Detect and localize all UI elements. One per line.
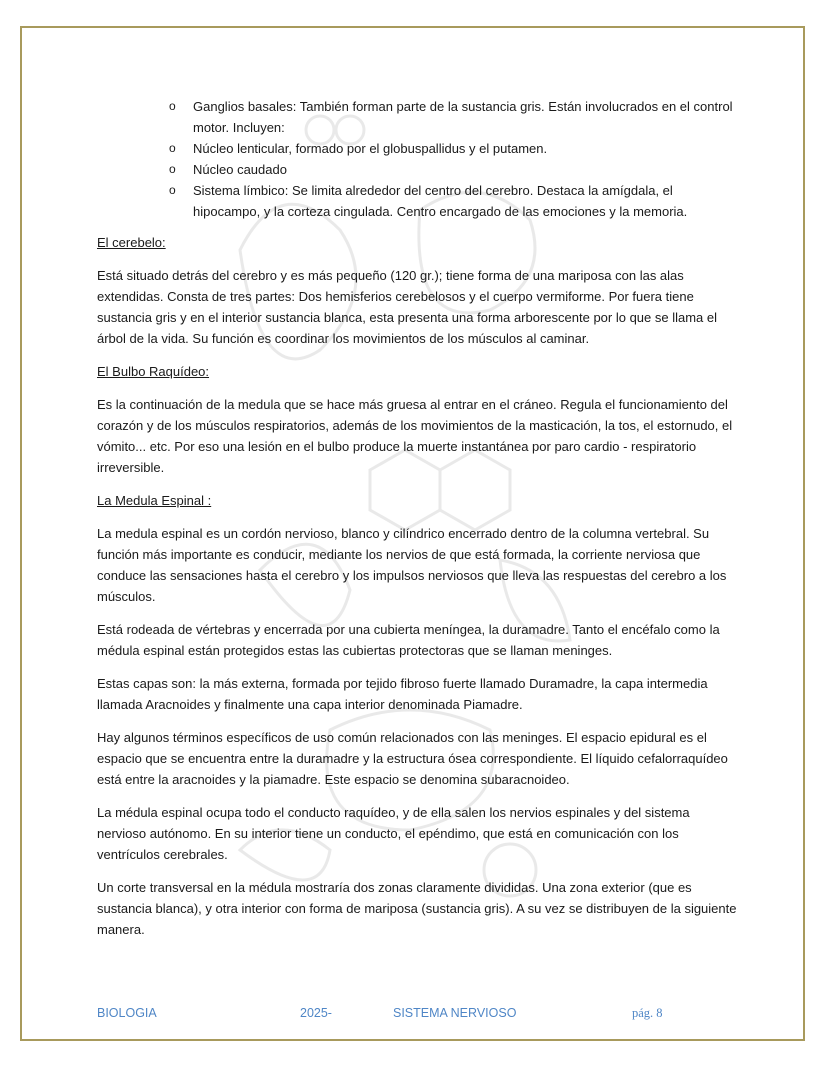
- paragraph: Está situado detrás del cerebro y es más pequeño (120 gr.); tiene forma de una mariposa con las alas extendidas. Consta de tres partes: Dos hemisferios cerebelosos y el cuerpo vermiforme. Por fuera tiene sustancia gris y en el interior sustancia blanca, esta presenta una forma arborescente por lo que se llama el árbol de la vida. Su función es coordinar los movimientos de los músculos al caminar.: [97, 268, 718, 346]
- page-content: [97, 96, 737, 952]
- paragraph: Es la continuación de la medula que se hace más gruesa al entrar en el cráneo. Regula el funcionamiento del corazón y de los músculos respiratorios, además de los movimientos de la masticación, la tos, el estornudo, el vómito... etc. Por eso una lesión en el bulbo produce la muerte instantánea por paro cardio - respiratorio irreversible.: [97, 397, 733, 475]
- list-item: o Núcleo caudado: [193, 159, 737, 180]
- paragraph: Un corte transversal en la médula mostraría dos zonas claramente divididas. Una zona exterior (que es sustancia blanca), y otra interior con forma de mariposa (sustancia gris). A su vez se distribuyen de la siguiente manera.: [97, 880, 737, 937]
- footer-subject: BIOLOGIA: [97, 1006, 157, 1020]
- paragraph: Hay algunos términos específicos de uso común relacionados con las meninges. El espacio epidural es el espacio que se encuentra entre la duramadre y la estructura ósea correspondiente. El líquido cefalorraquídeo está entre la aracnoides y la piamadre. Este espacio se denomina subaracnoideo.: [97, 730, 728, 787]
- paragraph: Estas capas son: la más externa, formada por tejido fibroso fuerte llamado Duramadre, la capa intermedia llamada Aracnoides y finalmente una capa interior denominada Piamadre.: [97, 676, 708, 712]
- section-heading-bulbo: El Bulbo Raquídeo:: [97, 364, 210, 379]
- paragraph: La medula espinal es un cordón nervioso, blanco y cilíndrico encerrado dentro de la columna vertebral. Su función más importante es conducir, mediante los nervios de que está formada, la corriente nerviosa que conduce las sensaciones hasta el cerebro y los impulsos nerviosos que lleva las respuestas del cerebro a los músculos.: [97, 526, 727, 604]
- footer-page-number: pág. 8: [632, 1006, 663, 1020]
- section-heading-medula: La Medula Espinal :: [97, 493, 212, 508]
- page-footer: [0, 1006, 828, 1026]
- list-item: o Sistema límbico: Se limita alrededor del centro del cerebro. Destaca la amígdala, el hipocampo, y la corteza cingulada. Centro encargado de las emociones y la memoria.: [193, 180, 737, 222]
- paragraph: La médula espinal ocupa todo el conducto raquídeo, y de ella salen los nervios espinales y del sistema nervioso autónomo. En su interior tiene un conducto, el epéndimo, que está en comunicación con los ventrículos cerebrales.: [97, 805, 690, 862]
- list-item: o Ganglios basales: También forman parte de la sustancia gris. Están involucrados en el control motor. Incluyen:: [193, 96, 737, 138]
- paragraph: Está rodeada de vértebras y encerrada por una cubierta meníngea, la duramadre. Tanto el encéfalo como la médula espinal están protegidos estas las cubiertas protectoras que se llaman meninges.: [97, 622, 720, 658]
- footer-topic: SISTEMA NERVIOSO: [393, 1006, 517, 1020]
- list-item: o Núcleo lenticular, formado por el globuspallidus y el putamen.: [193, 138, 737, 159]
- footer-year: 2025-: [300, 1006, 332, 1020]
- brain-structures-list: [97, 96, 737, 222]
- section-heading-cerebelo: El cerebelo:: [97, 235, 166, 250]
